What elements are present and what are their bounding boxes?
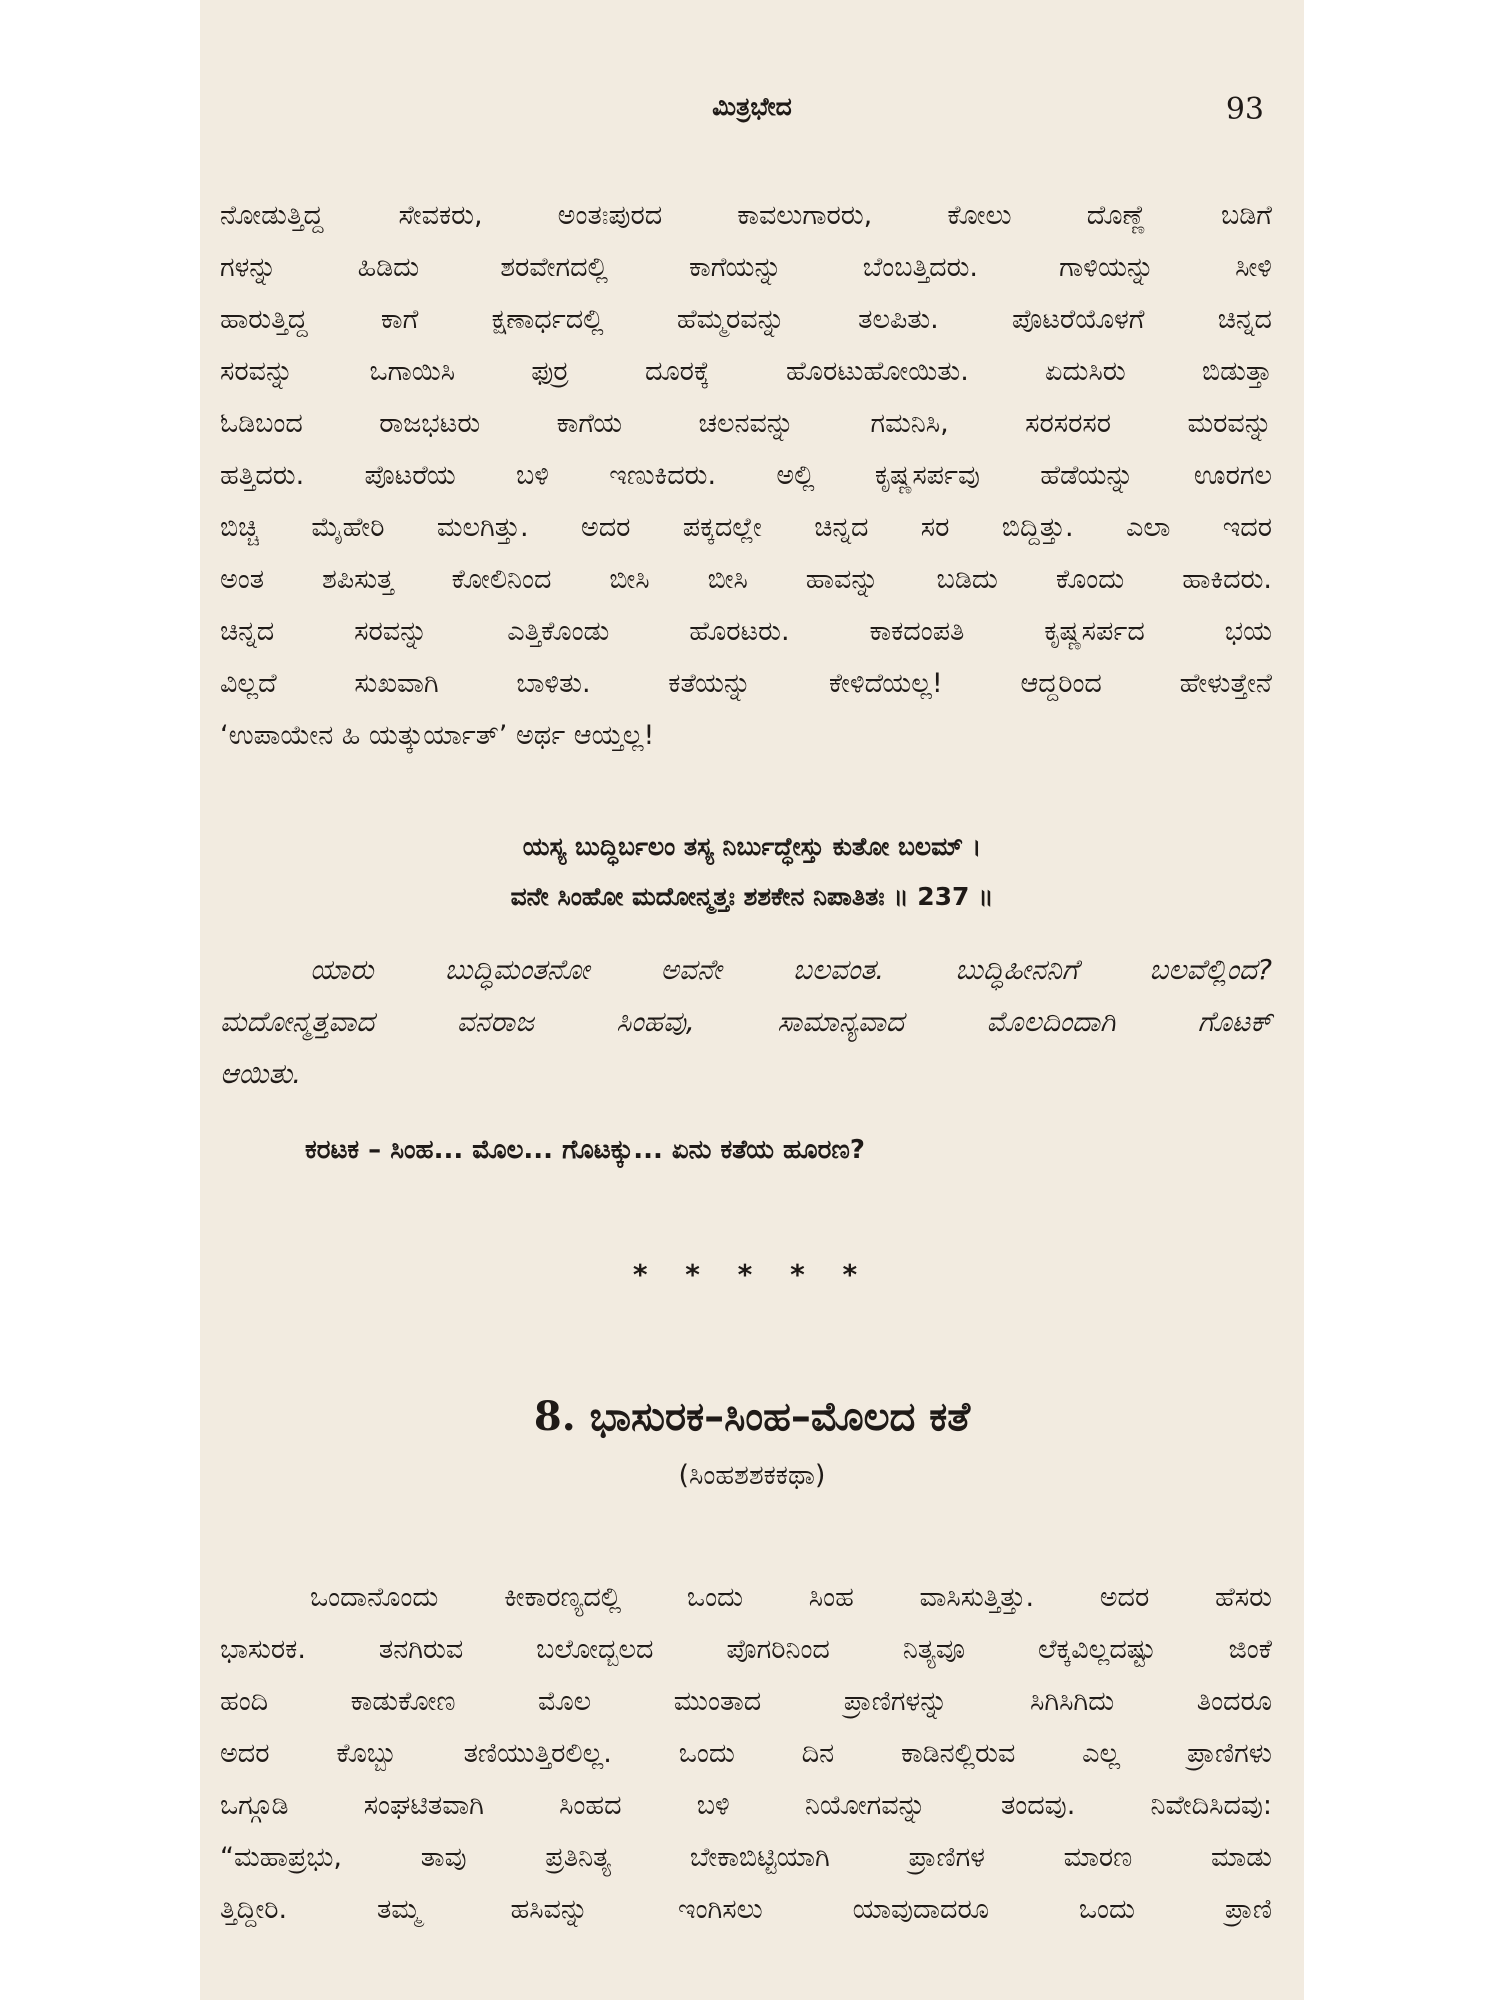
text-line: ಅಂತ ಶಪಿಸುತ್ತ ಕೋಲಿನಿಂದ ಬೀಸಿ ಬೀಸಿ ಹಾವನ್ನು ಬಡಿದು ಕೊಂದು ಹಾಕಿದರು. [220,564,1272,595]
verse-translation [220,944,1272,1100]
paragraph-story-ending [220,190,1272,762]
chapter-subtitle: (ಸಿಂಹಶಶಕಕಥಾ) [678,1460,826,1491]
book-page [200,0,1304,2000]
verse-line: ಯಸ್ಯ ಬುದ್ಧಿರ್ಬಲಂ ತಸ್ಯ ನಿರ್ಬುದ್ಧೇಸ್ತು ಕುತೋ ಬಲಮ್ । [522,832,982,861]
verse-line: ವನೇ ಸಿಂಹೋ ಮದೋನ್ಮತ್ತಃ ಶಶಕೇನ ನಿಪಾತಿತಃ ॥ 237 ॥ [510,882,994,911]
text-line: ಒಂದಾನೊಂದು ಕೀಕಾರಣ್ಯದಲ್ಲಿ ಒಂದು ಸಿಂಹ ವಾಸಿಸುತ್ತಿತ್ತು. ಅದರ ಹೆಸರು [310,1582,1272,1613]
text-line: ತ್ತಿದ್ದೀರಿ. ತಮ್ಮ ಹಸಿವನ್ನು ಇಂಗಿಸಲು ಯಾವುದಾದರೂ ಒಂದು ಪ್ರಾಣಿ [220,1894,1272,1925]
paragraph-chapter-opening [220,1572,1272,1936]
text-line: ನೋಡುತ್ತಿದ್ದ ಸೇವಕರು, ಅಂತಃಪುರದ ಕಾವಲುಗಾರರು, ಕೋಲು ದೊಣ್ಣೆ ಬಡಿಗೆ [220,200,1272,231]
text-line: ಓಡಿಬಂದ ರಾಜಭಟರು ಕಾಗೆಯ ಚಲನವನ್ನು ಗಮನಿಸಿ, ಸರಸರಸರ ಮರವನ್ನು [220,408,1272,439]
sanskrit-verse [200,822,1304,922]
translation-line: ಮದೋನ್ಮತ್ತವಾದ ವನರಾಜ ಸಿಂಹವು, ಸಾಮಾನ್ಯವಾದ ಮೊಲದಿಂದಾಗಿ ಗೊಟಕ್ [220,1005,1272,1038]
translation-line: ಯಾರು ಬುದ್ಧಿಮಂತನೋ ಅವನೇ ಬಲವಂತ. ಬುದ್ಧಿಹೀನನಿಗೆ ಬಲವೆಲ್ಲಿಂದ? [310,953,1272,986]
section-separator: * * * * * [632,1258,872,1291]
text-line: “ಮಹಾಪ್ರಭು, ತಾವು ಪ್ರತಿನಿತ್ಯ ಬೇಕಾಬಿಟ್ಟಿಯಾಗಿ ಪ್ರಾಣಿಗಳ ಮಾರಣ ಮಾಡು [220,1842,1272,1873]
text-line: ಒಗ್ಗೂಡಿ ಸಂಘಟಿತವಾಗಿ ಸಿಂಹದ ಬಳಿ ನಿಯೋಗವನ್ನು ತಂದವು. ನಿವೇದಿಸಿದವು: [220,1790,1272,1821]
text-line: ಬಿಚ್ಚಿ ಮೈಹೇರಿ ಮಲಗಿತ್ತು. ಅದರ ಪಕ್ಕದಲ್ಲೇ ಚಿನ್ನದ ಸರ ಬಿದ್ದಿತ್ತು. ಎಲಾ ಇದರ [220,512,1272,543]
text-line: ಅದರ ಕೊಬ್ಬು ತಣಿಯುತ್ತಿರಲಿಲ್ಲ. ಒಂದು ದಿನ ಕಾಡಿನಲ್ಲಿರುವ ಎಲ್ಲ ಪ್ರಾಣಿಗಳು [220,1738,1272,1769]
text-line: ಚಿನ್ನದ ಸರವನ್ನು ಎತ್ತಿಕೊಂಡು ಹೊರಟರು. ಕಾಕದಂಪತಿ ಕೃಷ್ಣಸರ್ಪದ ಭಯ [220,616,1272,647]
text-line: ಹಾರುತ್ತಿದ್ದ ಕಾಗೆ ಕ್ಷಣಾರ್ಧದಲ್ಲಿ ಹೆಮ್ಮರವನ್ನು ತಲಪಿತು. ಪೊಟರೆಯೊಳಗೆ ಚಿನ್ನದ [220,304,1272,335]
text-line: ಭಾಸುರಕ. ತನಗಿರುವ ಬಲೋದ್ಬಲದ ಪೊಗರಿನಿಂದ ನಿತ್ಯವೂ ಲೆಕ್ಕವಿಲ್ಲದಷ್ಟು ಜಿಂಕೆ [220,1634,1272,1665]
chapter-title: ಭಾಸುರಕ–ಸಿಂಹ–ಮೊಲದ ಕತೆ [589,1394,971,1440]
text-line: ‘ಉಪಾಯೇನ ಹಿ ಯತ್ಕುರ್ಯಾತ್’ ಅರ್ಥ ಆಯ್ತಲ್ಲ! [220,720,655,751]
text-line: ಹಂದಿ ಕಾಡುಕೋಣ ಮೊಲ ಮುಂತಾದ ಪ್ರಾಣಿಗಳನ್ನು ಸಿಗಿಸಿಗಿದು ತಿಂದರೂ [220,1686,1272,1717]
chapter-heading [200,1393,1304,1440]
text-line: ವಿಲ್ಲದೆ ಸುಖವಾಗಿ ಬಾಳಿತು. ಕತೆಯನ್ನು ಕೇಳಿದೆಯಲ್ಲ! ಆದ್ದರಿಂದ ಹೇಳುತ್ತೇನೆ [220,668,1272,699]
text-line: ಗಳನ್ನು ಹಿಡಿದು ಶರವೇಗದಲ್ಲಿ ಕಾಗೆಯನ್ನು ಬೆಂಬತ್ತಿದರು. ಗಾಳಿಯನ್ನು ಸೀಳಿ [220,252,1272,283]
page-number: 93 [1225,92,1264,127]
running-head: ಮಿತ್ರಭೇದ [712,92,792,121]
text-line: ಹತ್ತಿದರು. ಪೊಟರೆಯ ಬಳಿ ಇಣುಕಿದರು. ಅಲ್ಲಿ ಕೃಷ್ಣಸರ್ಪವು ಹೆಡೆಯನ್ನು ಊರಗಲ [220,460,1272,491]
dialogue-line: ಕರಟಕ – ಸಿಂಹ... ಮೊಲ... ಗೊಟಕ್ಕು... ಏನು ಕತೆಯ ಹೂರಣ? [305,1135,865,1165]
text-line: ಸರವನ್ನು ಒಗಾಯಿಸಿ ಫುರ್ರ ದೂರಕ್ಕೆ ಹೊರಟುಹೋಯಿತು. ಏದುಸಿರು ಬಿಡುತ್ತಾ [220,356,1272,387]
chapter-number: 8. [533,1393,576,1440]
translation-line: ಆಯಿತು. [220,1057,302,1090]
